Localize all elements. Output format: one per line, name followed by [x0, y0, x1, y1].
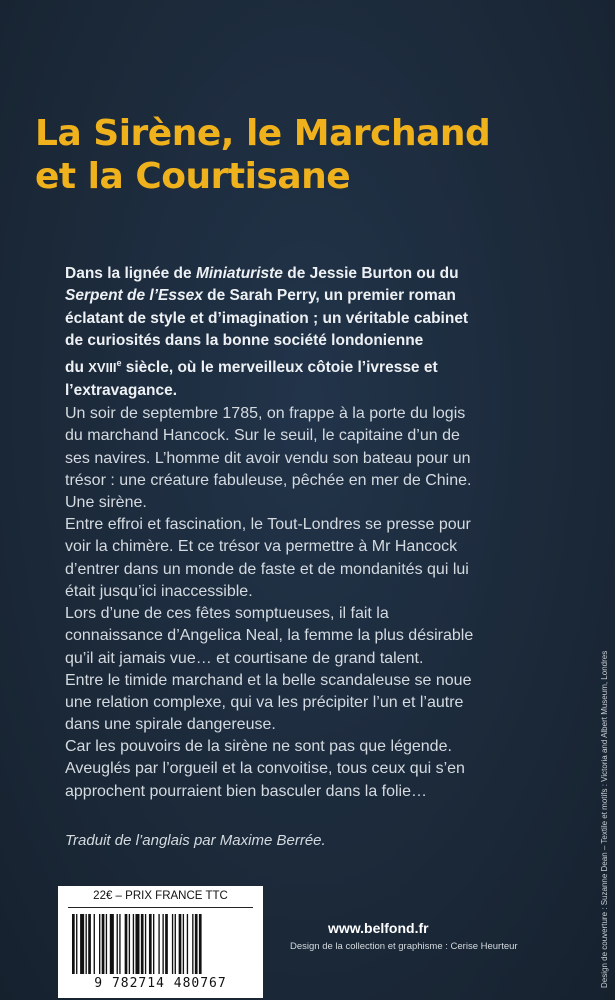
paragraph-3 [65, 603, 585, 737]
paragraph-line: approchent pourraient bien basculer dans la folie… [65, 782, 428, 800]
paragraph-line: Car les pouvoirs de la sirène ne sont pas que légende. [65, 738, 452, 755]
cover-credit-text: Design de couverture : Suzanne Dean – Textile et motifs : Victoria and Albert Museum, Londres [600, 650, 609, 988]
intro-line: de curiosités dans la bonne société londonienne [65, 331, 424, 349]
paragraph-line: du marchand Hancock. Sur le seuil, le capitaine d’un de [65, 427, 460, 445]
paragraph-line: qu’il ait jamais vue… et courtisane de grand talent. [65, 649, 424, 667]
barcode-bar [125, 914, 128, 974]
barcode-bar [183, 914, 184, 974]
barcode-bar [133, 914, 134, 974]
intro-blurb [65, 263, 575, 402]
barcode-bar [187, 914, 188, 974]
barcode-bar [88, 914, 91, 974]
paragraph-4 [65, 736, 585, 803]
barcode-bar [72, 914, 75, 974]
title-line-1: La Sirène, le Marchand [35, 113, 491, 154]
cover-credit [591, 610, 609, 990]
paragraph-line: Une sirène. [65, 494, 147, 512]
isbn-number: 9 782714 480767 [94, 976, 227, 991]
price-text: 22€ – PRIX FRANCE TTC [93, 890, 228, 902]
barcode-bar [110, 914, 114, 974]
paragraph-line: était jusqu’ici inaccessible. [65, 582, 253, 600]
price-divider [68, 907, 253, 908]
title-line-2: et la Courtisane [35, 156, 351, 197]
barcode-bar [172, 914, 173, 974]
barcode-bar [135, 914, 139, 974]
barcode-bar [179, 914, 182, 974]
barcode-bar [162, 914, 163, 974]
intro-line: Serpent de l’Essex de Sarah Perry, un premier roman [65, 287, 456, 305]
barcode-bar [99, 914, 100, 974]
paragraph-line: Un soir de septembre 1785, on frappe à la porte du logis [65, 405, 466, 422]
paragraph-line: Entre le timide marchand et la belle scandaleuse se noue [65, 671, 472, 689]
barcode-bar [141, 914, 144, 974]
paragraph-line: une relation complexe, qui va les précipiter l’un et l’autre [65, 694, 464, 712]
barcode-bar [94, 914, 95, 974]
paragraph-line: Lors d’une de ces fêtes somptueuses, il fait la [65, 605, 389, 622]
paragraph-line: ses navires. L’homme dit avoir vendu son bateau pour un [65, 449, 471, 467]
publisher-website[interactable]: www.belfond.fr [328, 920, 429, 936]
intro-line: l’extravagance. [65, 381, 178, 399]
barcode-bar [76, 914, 77, 974]
intro-line: Dans la lignée de Miniaturiste de Jessie Burton ou du [65, 265, 459, 282]
barcode-bar [149, 914, 152, 974]
barcode-bar [175, 914, 176, 974]
paragraph-line: d’entrer dans un monde de faste et de mondanités qui lui [65, 560, 469, 578]
design-credit: Design de la collection et graphisme : Cerise Heurteur [290, 941, 518, 952]
barcode-bar [158, 914, 159, 974]
paragraph-2 [65, 514, 585, 603]
barcode-bar [80, 914, 84, 974]
intro-line: du XVIIIe siècle, où le merveilleux côtoie l’ivresse et [65, 358, 438, 377]
barcode-bar [195, 914, 198, 974]
barcode-bar [199, 914, 202, 974]
paragraph-1 [65, 403, 585, 514]
barcode-label [58, 886, 263, 998]
barcode-bar [165, 914, 168, 974]
paragraph-line: voir la chimère. Et ce trésor va permettre à Mr Hancock [65, 538, 458, 556]
barcode-bar [117, 914, 118, 974]
paragraph-line: Entre effroi et fascination, le Tout-Londres se presse pour [65, 516, 471, 533]
barcode-icon [70, 914, 250, 974]
barcode-bar [129, 914, 130, 974]
barcode-bar [119, 914, 120, 974]
barcode-bar [153, 914, 154, 974]
barcode-bar [102, 914, 105, 974]
intro-line: éclatant de style et d’imagination ; un véritable cabinet [65, 309, 469, 327]
translator-credit: Traduit de l’anglais par Maxime Berrée. [65, 832, 326, 849]
barcode-bar [86, 914, 87, 974]
paragraph-line: dans une spirale dangereuse. [65, 716, 276, 734]
barcode-bar [192, 914, 193, 974]
paragraph-line: connaissance d’Angelica Neal, la femme la plus désirable [65, 627, 474, 645]
paragraph-line: Aveuglés par l’orgueil et la convoitise, tous ceux qui s’en [65, 760, 465, 778]
barcode-bar [145, 914, 146, 974]
paragraph-line: trésor : une créature fabuleuse, pêchée en mer de Chine. [65, 471, 472, 489]
barcode-bar [106, 914, 107, 974]
book-title [35, 112, 575, 198]
